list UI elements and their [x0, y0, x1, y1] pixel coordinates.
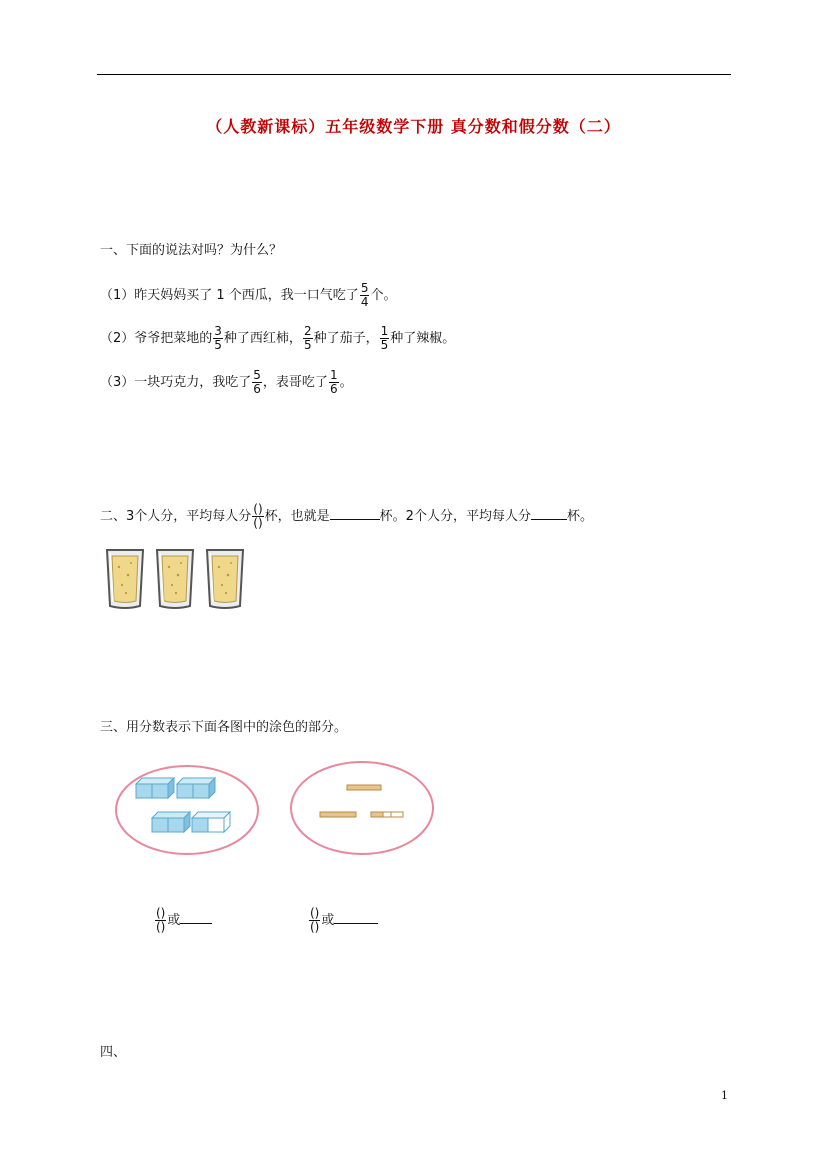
- fraction: $\frac{1}{6}$: [329, 368, 338, 396]
- fraction-blank[interactable]: $\frac{()}{()}$: [253, 502, 263, 530]
- answer-blank[interactable]: [330, 507, 380, 520]
- stick-icon: [347, 785, 381, 790]
- fraction-blank[interactable]: $\frac{()}{()}$: [310, 906, 320, 934]
- fraction: $\frac{5}{6}$: [253, 368, 261, 396]
- q1-item-3: （3）一块巧克力，我吃了 $\frac{5}{6}$ ，表哥吃了 $\frac{1}{6}$ 。: [100, 368, 353, 396]
- q3-answer-2: $\frac{()}{()}$ 或: [308, 907, 378, 934]
- header-rule: [97, 74, 731, 75]
- answer-blank[interactable]: [334, 911, 378, 924]
- q3-answer-1: $\frac{()}{()}$ 或: [154, 907, 212, 934]
- fraction: $\frac{1}{5}$: [380, 324, 389, 352]
- cubes-oval: [114, 764, 260, 856]
- q1-item-2: （2）爷爷把菜地的 $\frac{3}{5}$ 种了西红柿， $\frac{2}{5}$ 种了茄子， $\frac{1}{5}$ 种了辣椒。: [100, 324, 456, 352]
- q3-heading: 三、用分数表示下面各图中的涂色的部分。: [100, 720, 348, 735]
- sticks-oval: [289, 760, 435, 856]
- sticks-figure: [289, 760, 435, 856]
- fraction-blank[interactable]: $\frac{()}{()}$: [156, 906, 166, 934]
- q2-text: 二、3个人分，平均每人分 $\frac{()}{()}$ 杯，也就是 杯。2个人分，平均每人分 杯。: [100, 502, 593, 530]
- cubes-figure: [114, 764, 260, 856]
- cube-icon: [152, 812, 190, 832]
- juice-cups-image: [104, 547, 249, 611]
- q1-item-1-text: （1）昨天妈妈买了 1 个西瓜，我一口气吃了: [100, 288, 359, 303]
- fraction: $\frac{5}{4}$: [360, 281, 369, 309]
- fraction: $\frac{3}{5}$: [214, 324, 222, 352]
- juice-cups: [104, 547, 249, 611]
- cube-icon: [192, 812, 230, 832]
- cup-icon: [157, 550, 193, 608]
- stick-icon: [320, 812, 356, 817]
- cube-icon: [177, 778, 215, 798]
- answer-blank[interactable]: [180, 911, 212, 924]
- page-number: 1: [721, 1089, 728, 1102]
- stick-icon: [371, 812, 403, 817]
- answer-blank[interactable]: [531, 507, 567, 520]
- q4-heading: 四、: [100, 1045, 127, 1060]
- cube-icon: [136, 778, 174, 798]
- q1-item-1: （1）昨天妈妈买了 1 个西瓜，我一口气吃了 $\frac{5}{4}$ 个。: [100, 281, 397, 309]
- cup-icon: [107, 550, 143, 608]
- q1-heading: 一、下面的说法对吗？为什么？: [100, 243, 283, 258]
- page-title: （人教新课标）五年级数学下册 真分数和假分数（二）: [206, 117, 621, 136]
- fraction: $\frac{2}{5}$: [303, 324, 312, 352]
- cup-icon: [207, 550, 243, 608]
